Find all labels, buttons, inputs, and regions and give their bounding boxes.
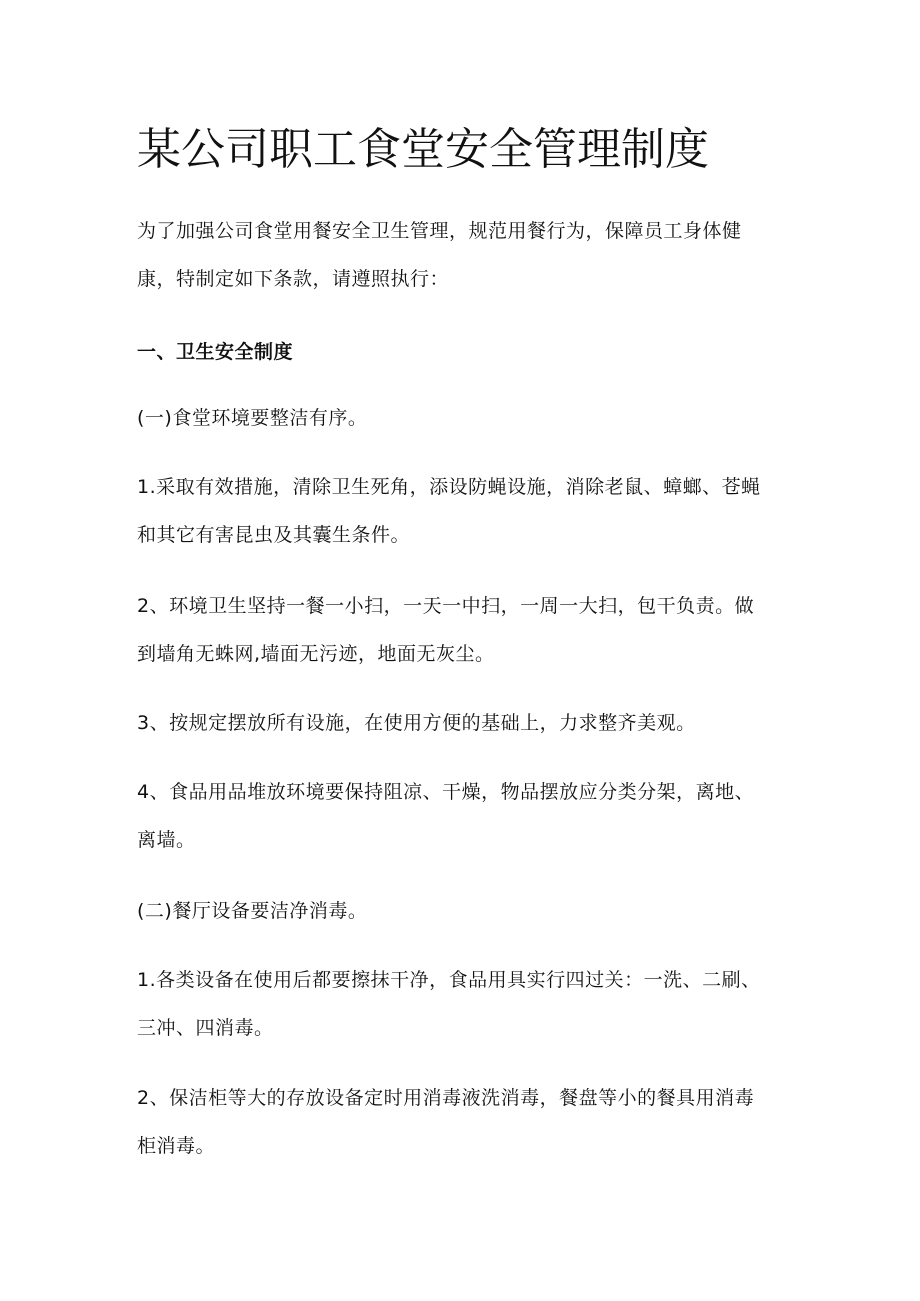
list-item-line: 2、环境卫生坚持一餐一小扫，一天一中扫，一周一大扫，包干负责。做 bbox=[137, 595, 755, 617]
list-item-line: 3、按规定摆放所有设施，在使用方便的基础上，力求整齐美观。 bbox=[137, 712, 696, 734]
list-item-1-1 bbox=[137, 463, 783, 559]
list-item-line: 和其它有害昆虫及其囊生条件。 bbox=[137, 524, 411, 546]
list-item-line: 三冲、四消毒。 bbox=[137, 1017, 274, 1039]
list-item-2-1 bbox=[137, 956, 783, 1052]
intro-line-2: 康，特制定如下条款，请遵照执行： bbox=[137, 268, 450, 290]
list-item-line: 到墙角无蛛网,墙面无污迹，地面无灰尘。 bbox=[137, 643, 495, 665]
list-item-1-2 bbox=[137, 582, 783, 678]
section-heading-text: 一、卫生安全制度 bbox=[137, 341, 294, 363]
list-item-line: 4、食品用品堆放环境要保持阻凉、干燥，物品摆放应分类分架，离地、 bbox=[137, 781, 755, 803]
list-item-line: 1.各类设备在使用后都要擦抹干净，食品用具实行四过关：一洗、二刷、 bbox=[137, 969, 761, 991]
document-title: 某公司职工食堂安全管理制度 bbox=[137, 124, 709, 175]
list-item-line: 柜消毒。 bbox=[137, 1135, 216, 1157]
subsection-heading-text: (二)餐厅设备要洁净消毒。 bbox=[137, 900, 368, 922]
intro-paragraph bbox=[137, 207, 783, 303]
list-item-line: 1.采取有效措施，清除卫生死角，添设防蝇设施，消除老鼠、蟑螂、苍蝇 bbox=[137, 476, 761, 498]
subsection-heading-equipment bbox=[137, 887, 783, 935]
list-item-line: 离墙。 bbox=[137, 829, 196, 851]
list-item-line: 2、保洁柜等大的存放设备定时用消毒液洗消毒，餐盘等小的餐具用消毒 bbox=[137, 1087, 755, 1109]
section-heading-hygiene-safety bbox=[137, 328, 783, 376]
list-item-1-4 bbox=[137, 768, 783, 864]
list-item-1-3 bbox=[137, 699, 783, 747]
intro-line-1: 为了加强公司食堂用餐安全卫生管理，规范用餐行为，保障员工身体健 bbox=[137, 220, 742, 242]
subsection-heading-text: (一)食堂环境要整洁有序。 bbox=[137, 407, 368, 429]
subsection-heading-environment bbox=[137, 394, 783, 442]
list-item-2-2 bbox=[137, 1074, 783, 1170]
